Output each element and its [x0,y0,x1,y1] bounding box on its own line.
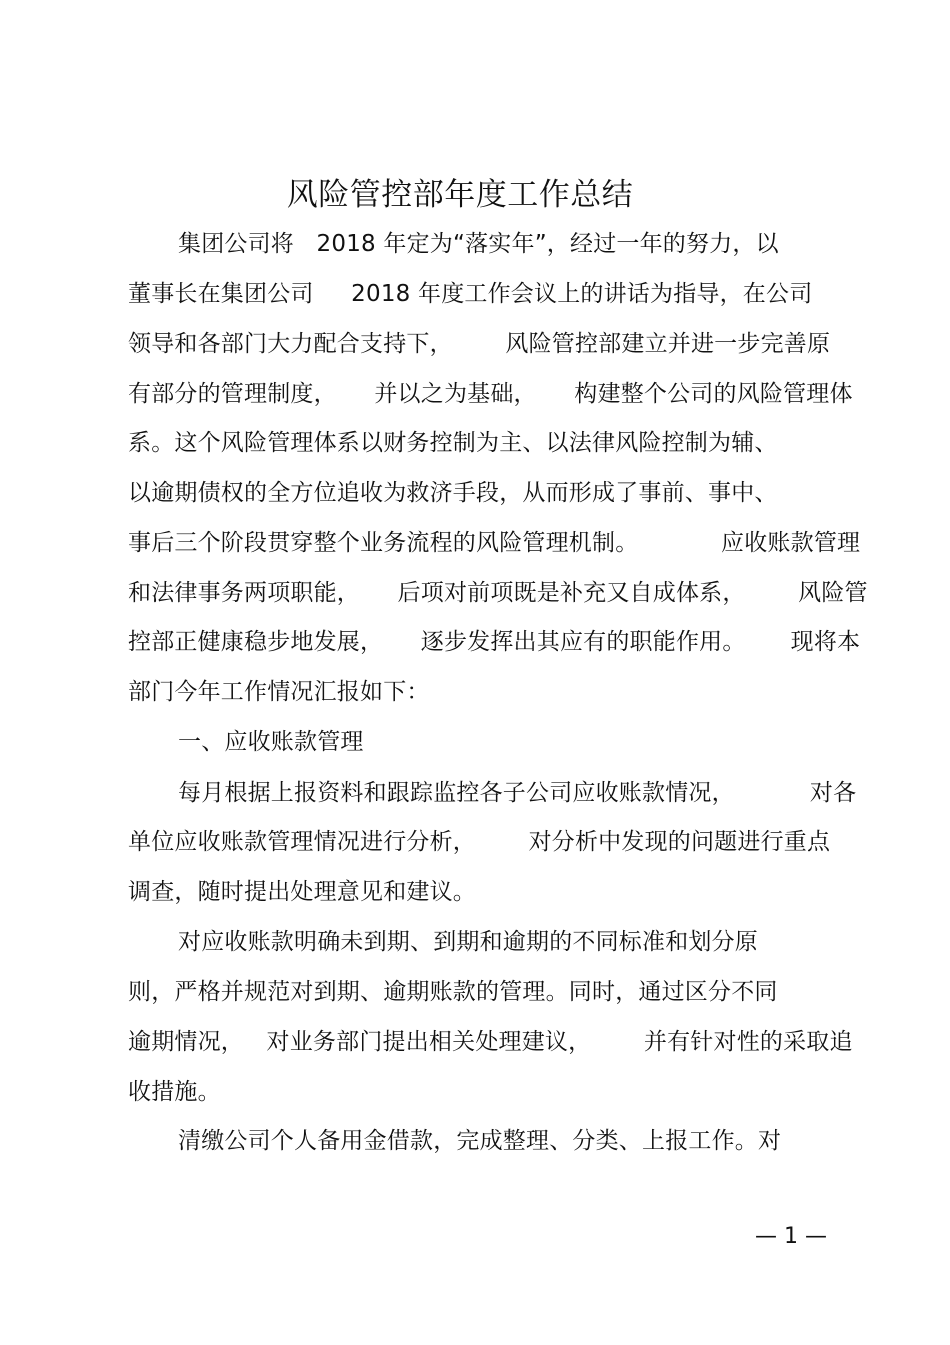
paragraph-line: 收措施。 [128,1079,221,1105]
paragraph-line: 清缴公司个人备用金借款，完成整理、分类、上报工作。对 [178,1128,782,1154]
paragraph-line: 则，严格并规范对到期、逾期账款的管理。同时，通过区分不同 [128,979,778,1005]
paragraph-line: 事后三个阶段贯穿整个业务流程的风险管理机制。 应收账款管理 [128,530,861,556]
paragraph-line: 调查，随时提出处理意见和建议。 [128,879,476,905]
page-number: — 1 — [755,1224,827,1249]
paragraph-line: 董事长在集团公司 2018 年度工作会议上的讲话为指导，在公司 [128,281,813,307]
paragraph-line: 以逾期债权的全方位追收为救济手段，从而形成了事前、事中、 [128,480,778,506]
paragraph-line: 控部正健康稳步地发展， 逐步发挥出其应有的职能作用。 现将本 [128,629,861,655]
paragraph-line: 对应收账款明确未到期、到期和逾期的不同标准和划分原 [178,929,758,955]
document-title: 风险管控部年度工作总结 [286,177,634,213]
paragraph-line: 每月根据上报资料和跟踪监控各子公司应收账款情况， 对各 [178,780,857,806]
paragraph-line: 和法律事务两项职能， 后项对前项既是补充又自成体系， 风险管 [128,580,868,606]
section-heading: 一、应收账款管理 [178,729,364,755]
paragraph-line: 逾期情况， 对业务部门提出相关处理建议， 并有针对性的采取追 [128,1029,853,1055]
paragraph-line: 系。这个风险管理体系以财务控制为主、以法律风险控制为辅、 [128,430,778,456]
paragraph-line: 部门今年工作情况汇报如下： [128,679,430,705]
paragraph-line: 有部分的管理制度， 并以之为基础， 构建整个公司的风险管理体 [128,381,853,407]
paragraph-line: 领导和各部门大力配合支持下， 风险管控部建立并进一步完善原 [128,331,831,357]
paragraph-line: 集团公司将 2018 年定为“落实年”，经过一年的努力，以 [178,231,779,257]
paragraph-line: 单位应收账款管理情况进行分析， 对分析中发现的问题进行重点 [128,829,831,855]
